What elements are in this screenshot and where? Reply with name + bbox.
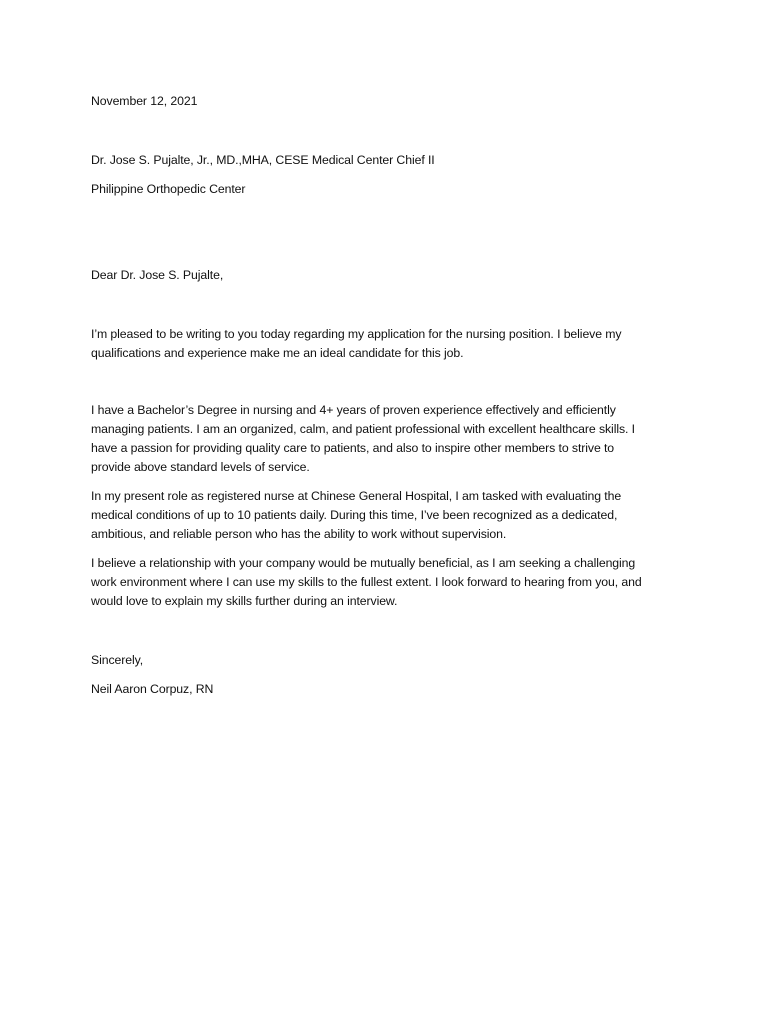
paragraph-present-role xyxy=(91,487,621,544)
letter-date: November 12, 2021 xyxy=(91,94,198,108)
signature-name: Neil Aaron Corpuz, RN xyxy=(91,682,214,696)
paragraph-line: would love to explain my skills further during an interview. xyxy=(91,594,398,608)
paragraph-line: qualifications and experience make me an ideal candidate for this job. xyxy=(91,346,464,360)
recipient-organization: Philippine Orthopedic Center xyxy=(91,182,246,196)
recipient-name: Dr. Jose S. Pujalte, Jr., MD.,MHA, CESE Medical Center Chief II xyxy=(91,153,435,167)
paragraph-line: I believe a relationship with your company would be mutually beneficial, as I am seeking a challenging xyxy=(91,556,636,570)
paragraph-line: have a passion for providing quality care to patients, and also to inspire other members to strive to xyxy=(91,441,615,455)
salutation: Dear Dr. Jose S. Pujalte, xyxy=(91,268,224,282)
paragraph-line: ambitious, and reliable person who has the ability to work without supervision. xyxy=(91,527,507,541)
paragraph-closing-remarks xyxy=(91,554,642,611)
paragraph-line: I have a Bachelor’s Degree in nursing and 4+ years of proven experience effectively and efficiently xyxy=(91,403,616,417)
paragraph-line: I’m pleased to be writing to you today regarding my application for the nursing position. I believe my xyxy=(91,327,622,341)
closing: Sincerely, xyxy=(91,653,144,667)
paragraph-line: In my present role as registered nurse at Chinese General Hospital, I am tasked with evaluating the xyxy=(91,489,622,503)
paragraph-line: managing patients. I am an organized, calm, and patient professional with excellent healthcare skills. I xyxy=(91,422,635,436)
paragraph-line: work environment where I can use my skills to the fullest extent. I look forward to hearing from you, and xyxy=(91,575,642,589)
paragraph-line: provide above standard levels of service. xyxy=(91,460,310,474)
paragraph-qualifications xyxy=(91,401,635,477)
paragraph-intro xyxy=(91,325,621,363)
paragraph-line: medical conditions of up to 10 patients daily. During this time, I’ve been recognized as a dedicated, xyxy=(91,508,618,522)
